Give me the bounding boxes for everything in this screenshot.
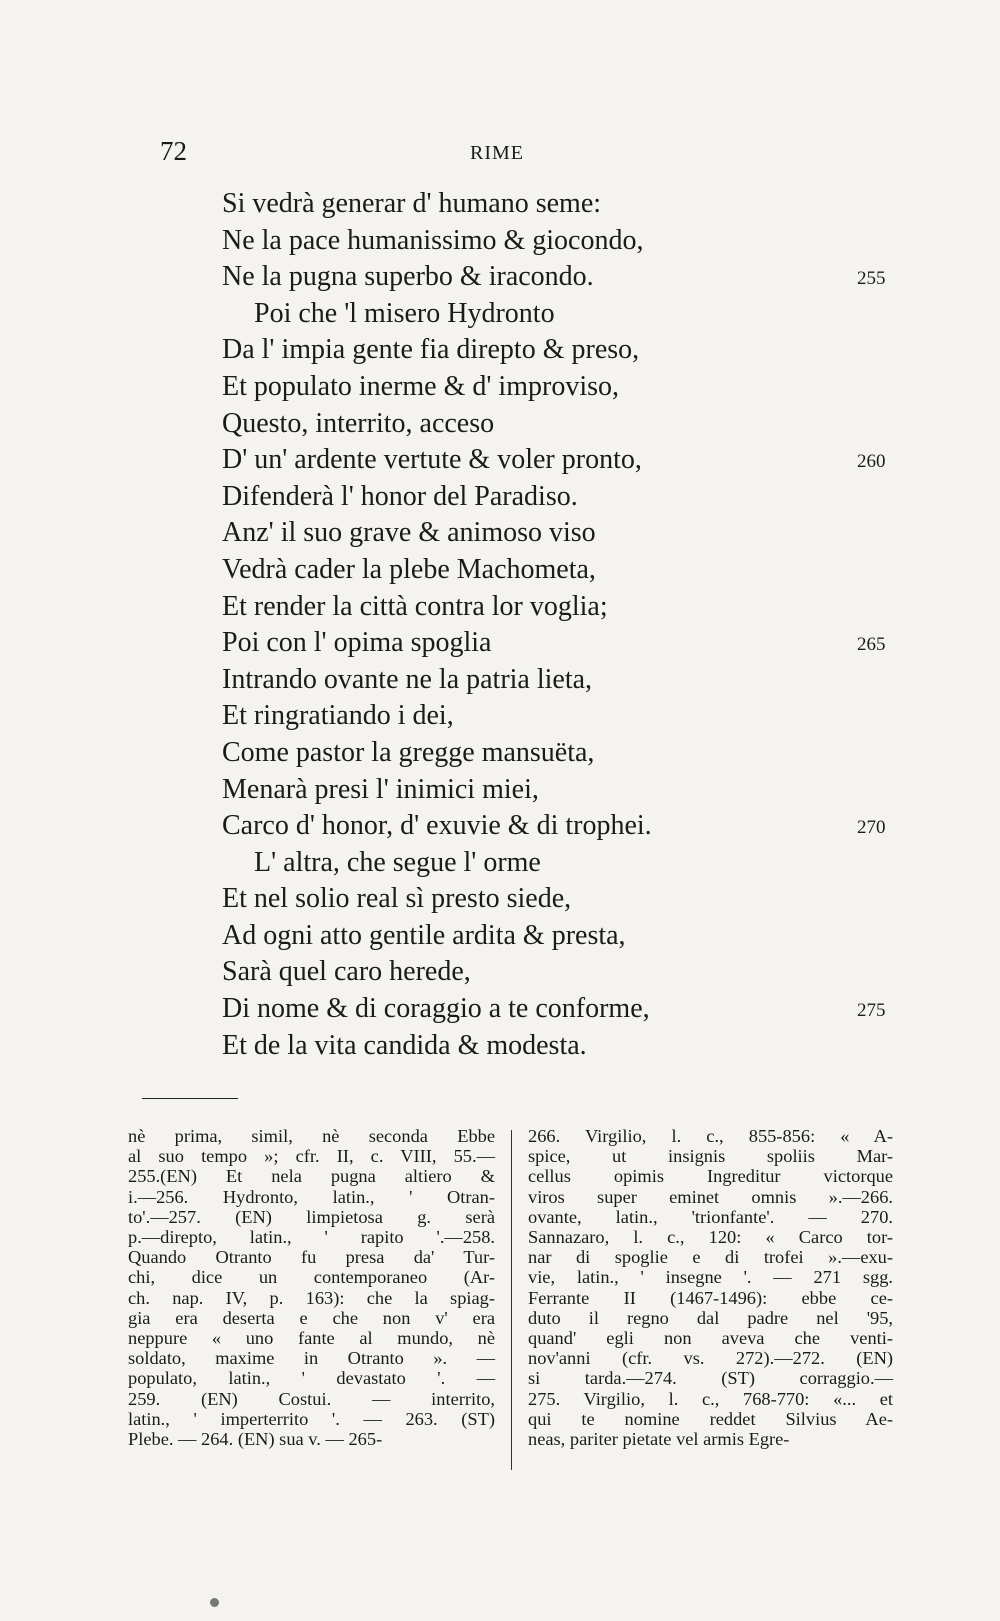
verse-text: Carco d' honor, d' exuvie & di trophei.: [222, 810, 652, 842]
footnote-line: Plebe. — 264. (EN) sua v. — 265-: [128, 1429, 383, 1450]
footnote-line: al suo tempo »; cfr. II, c. VIII, 55.—: [128, 1146, 495, 1167]
line-number: 270: [857, 817, 886, 839]
footnote-line: neppure « uno fante al mundo, nè: [128, 1328, 495, 1349]
verse-text: Questo, interrito, acceso: [222, 407, 495, 439]
verse-line: [222, 479, 862, 516]
footnote-line: 275. Virgilio, l. c., 768-770: «... et: [528, 1388, 893, 1409]
footnote-line: nar di spoglie e di trofei ».—exu-: [528, 1247, 893, 1268]
verse-line: [222, 881, 862, 918]
footnote-line: Sannazaro, l. c., 120: « Carco tor-: [528, 1227, 893, 1248]
verse-text: Et populato inerme & d' improviso,: [222, 370, 619, 402]
verse-line: [222, 991, 886, 1028]
verse-line: [222, 625, 886, 662]
footnote-rule: [142, 1098, 238, 1099]
footnote-line: gia era deserta e che non v' era: [128, 1307, 495, 1328]
running-title: RIME: [470, 142, 524, 164]
footnote-line: viros super eminet omnis ».—266.: [528, 1186, 893, 1207]
verse-line: [222, 259, 886, 296]
footnotes-right-column: [528, 1126, 893, 1449]
footnote-line: spice, ut insignis spoliis Mar-: [528, 1146, 893, 1167]
footnote-line: cellus opimis Ingreditur victorque: [528, 1166, 893, 1187]
footnote-line: soldato, maxime in Otranto ». —: [128, 1348, 495, 1369]
verse-text: Come pastor la gregge mansuëta,: [222, 736, 595, 768]
verse-line: [222, 369, 862, 406]
footnote-line: si tarda.—274. (ST) corraggio.—: [528, 1368, 893, 1389]
footnote-line: 255.(EN) Et nela pugna altiero &: [128, 1166, 495, 1187]
footnote-line: Ferrante II (1467-1496): ebbe ce-: [528, 1287, 893, 1308]
verse-text: Menarà presi l' inimici miei,: [222, 773, 539, 805]
footnote-line: neas, pariter pietate vel armis Egre-: [528, 1429, 790, 1450]
verse-text: Anz' il suo grave & animoso viso: [222, 517, 596, 549]
footnotes-left-column: [128, 1126, 495, 1449]
verse-text: Si vedrà generar d' humano seme:: [222, 188, 602, 219]
verse-line: [222, 296, 862, 333]
footnote-line: p.—direpto, latin., ' rapito '.—258.: [128, 1227, 495, 1248]
verse-line: [222, 589, 862, 626]
verse-text: Ne la pugna superbo & iracondo.: [222, 261, 594, 293]
verse-line: [222, 735, 862, 772]
verse-line: [222, 954, 862, 991]
verse-line: [222, 515, 862, 552]
footnote-line: quand' egli non aveva che venti-: [528, 1328, 893, 1349]
footnote-line: i.—256. Hydronto, latin., ' Otran-: [128, 1186, 495, 1207]
footnote-line: 266. Virgilio, l. c., 855-856: « A-: [528, 1126, 893, 1146]
verse-text: Poi con l' opima spoglia: [222, 627, 492, 659]
footnote-line: populato, latin., ' devastato '. —: [128, 1368, 495, 1389]
footnote-line: nov'anni (cfr. vs. 272).—272. (EN): [528, 1348, 893, 1369]
footnote-line: ch. nap. IV, p. 163): che la spiag-: [128, 1287, 495, 1308]
verse-line: [222, 808, 886, 845]
verse-text: Intrando ovante ne la patria lieta,: [222, 663, 593, 695]
footnote-line: duto il regno dal padre nel '95,: [528, 1307, 893, 1328]
verse-text: Poi che 'l misero Hydronto: [254, 297, 555, 329]
line-number: 260: [857, 451, 886, 473]
footnote-line: nè prima, simil, nè seconda Ebbe: [128, 1126, 495, 1146]
verse-text: Vedrà cader la plebe Machometa,: [222, 553, 596, 585]
verse-text: L' altra, che segue l' orme: [254, 846, 541, 878]
footnote-line: 259. (EN) Costui. — interrito,: [128, 1388, 495, 1409]
column-divider: [511, 1130, 512, 1470]
verse-line: [222, 918, 862, 955]
footnote-line: vie, latin., ' insegne '. — 271 sgg.: [528, 1267, 893, 1288]
verse-line: [222, 845, 862, 882]
verse-line: [222, 552, 862, 589]
verse-text: D' un' ardente vertute & voler pronto,: [222, 444, 642, 476]
verse-line: [222, 662, 862, 699]
verse-text: Ne la pace humanissimo & giocondo,: [222, 224, 644, 256]
verse-text: Da l' impia gente fia direpto & preso,: [222, 334, 640, 366]
footnote-line: to'.—257. (EN) limpietosa g. serà: [128, 1206, 495, 1227]
footnote-line: chi, dice un contemporaneo (Ar-: [128, 1267, 495, 1288]
verse-text: Ad ogni atto gentile ardita & presta,: [222, 919, 626, 951]
line-number: 265: [857, 634, 886, 656]
verse-line: [222, 1028, 862, 1065]
page-number: 72: [160, 136, 187, 166]
verse-text: Et de la vita candida & modesta.: [222, 1029, 587, 1061]
footnote-line: Quando Otranto fu presa da' Tur-: [128, 1247, 495, 1268]
verse-line: [222, 186, 862, 223]
verse-text: Et ringratiando i dei,: [222, 700, 454, 732]
verse-line: [222, 442, 886, 479]
verse-text: Et nel solio real sì presto siede,: [222, 883, 572, 915]
line-number: 255: [857, 268, 886, 290]
footnote-line: ovante, latin., 'trionfante'. — 270.: [528, 1206, 893, 1227]
verse-line: [222, 223, 862, 260]
footnote-line: latin., ' imperterrito '. — 263. (ST): [128, 1408, 495, 1429]
verse-text: Sarà quel caro herede,: [222, 956, 471, 988]
line-number: 275: [857, 1000, 886, 1022]
verse-text: Di nome & di coraggio a te conforme,: [222, 993, 650, 1025]
verse-line: [222, 406, 862, 443]
verse-text: Et render la città contra lor voglia;: [222, 590, 608, 622]
verse-line: [222, 698, 862, 735]
ink-mark: [210, 1598, 219, 1607]
verse-line: [222, 772, 862, 809]
footnote-line: qui te nomine reddet Silvius Ae-: [528, 1408, 893, 1429]
verse-line: [222, 332, 862, 369]
poem-text: [222, 186, 886, 1064]
verse-text: Difenderà l' honor del Paradiso.: [222, 480, 578, 512]
